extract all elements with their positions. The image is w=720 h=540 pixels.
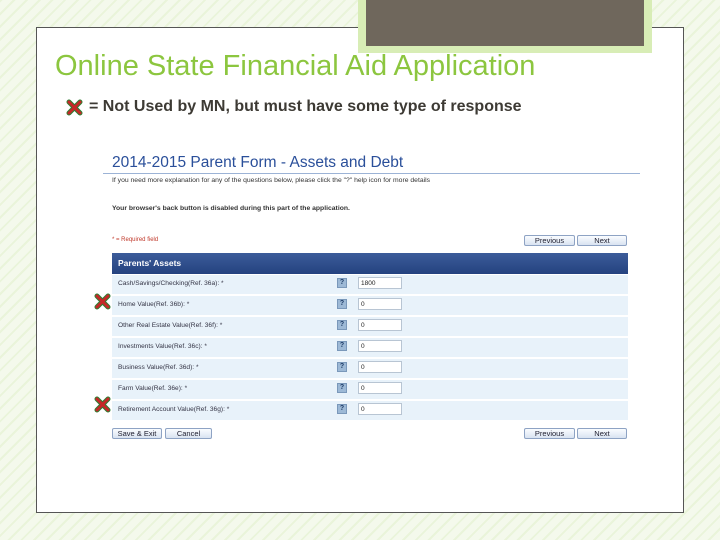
slide-title: Online State Financial Aid Application bbox=[55, 50, 536, 82]
help-icon[interactable]: ? bbox=[337, 278, 347, 288]
row-label: Home Value(Ref. 36b): * bbox=[118, 301, 190, 308]
table-row bbox=[112, 296, 628, 316]
required-field-note: * = Required field bbox=[112, 237, 159, 243]
value-input[interactable] bbox=[358, 277, 402, 289]
row-label: Cash/Savings/Checking(Ref. 36a): * bbox=[118, 280, 224, 287]
help-icon[interactable]: ? bbox=[337, 320, 347, 330]
section-header: Parents' Assets bbox=[112, 253, 628, 274]
row-label: Farm Value(Ref. 36e): * bbox=[118, 385, 188, 392]
value-input[interactable] bbox=[358, 403, 402, 415]
legend bbox=[66, 98, 522, 116]
help-icon[interactable]: ? bbox=[337, 362, 347, 372]
decorative-header-block-inner bbox=[366, 0, 644, 46]
help-icon[interactable]: ? bbox=[337, 383, 347, 393]
row-label: Business Value(Ref. 36d): * bbox=[118, 364, 199, 371]
red-x-icon bbox=[94, 396, 111, 413]
save-exit-button[interactable]: Save & Exit bbox=[112, 428, 162, 439]
row-label: Other Real Estate Value(Ref. 36f): * bbox=[118, 322, 223, 329]
row-label: Retirement Account Value(Ref. 36g): * bbox=[118, 406, 230, 413]
table-row bbox=[112, 275, 628, 295]
table-row bbox=[112, 317, 628, 337]
value-input[interactable] bbox=[358, 298, 402, 310]
value-input[interactable] bbox=[358, 340, 402, 352]
form-title: 2014-2015 Parent Form - Assets and Debt bbox=[112, 154, 404, 171]
value-input[interactable] bbox=[358, 382, 402, 394]
next-button-top[interactable]: Next bbox=[577, 235, 627, 246]
red-x-icon bbox=[66, 99, 83, 116]
table-row bbox=[112, 359, 628, 379]
help-icon[interactable]: ? bbox=[337, 299, 347, 309]
table-row bbox=[112, 380, 628, 400]
help-icon[interactable]: ? bbox=[337, 341, 347, 351]
row-label: Investments Value(Ref. 36c): * bbox=[118, 343, 207, 350]
previous-button-bottom[interactable]: Previous bbox=[524, 428, 575, 439]
title-divider bbox=[103, 173, 640, 174]
previous-button-top[interactable]: Previous bbox=[524, 235, 575, 246]
back-button-note: Your browser's back button is disabled during this part of the application. bbox=[112, 205, 350, 212]
cancel-button[interactable]: Cancel bbox=[165, 428, 212, 439]
help-icon[interactable]: ? bbox=[337, 404, 347, 414]
legend-text: = Not Used by MN, but must have some type of response bbox=[89, 98, 522, 115]
next-button-bottom[interactable]: Next bbox=[577, 428, 627, 439]
help-note: If you need more explanation for any of the questions below, please click the "?" help icon for more details bbox=[112, 177, 431, 184]
value-input[interactable] bbox=[358, 361, 402, 373]
table-row bbox=[112, 401, 628, 421]
assets-rows bbox=[112, 275, 628, 422]
value-input[interactable] bbox=[358, 319, 402, 331]
red-x-icon bbox=[94, 293, 111, 310]
embedded-form-screenshot bbox=[103, 147, 640, 444]
table-row bbox=[112, 338, 628, 358]
